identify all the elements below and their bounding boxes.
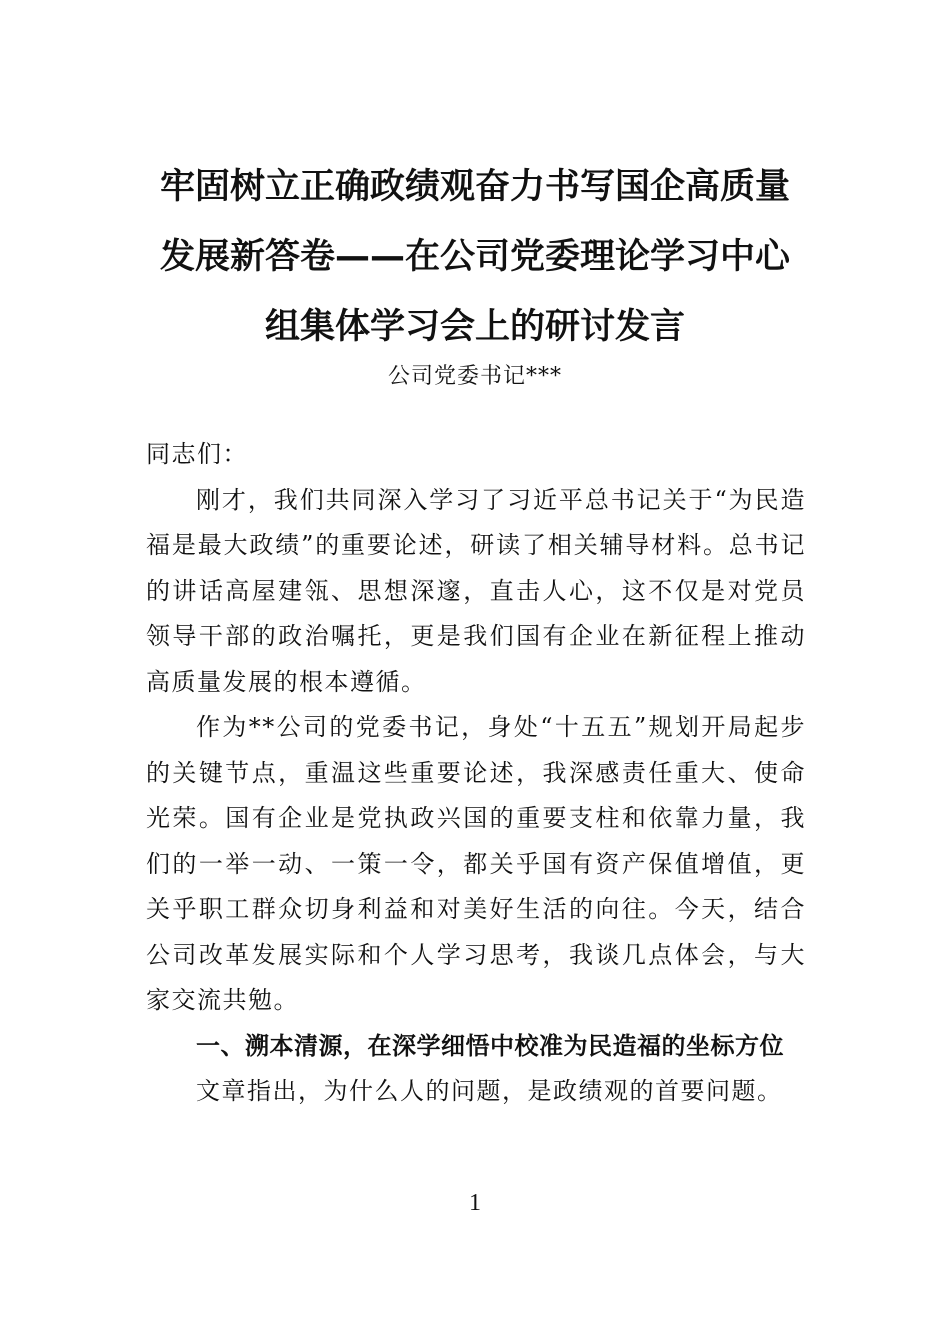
title-line-1: 牢固树立正确政绩观奋力书写国企高质量 xyxy=(159,167,790,207)
section-heading: 一、溯本清源，在深学细悟中校准为民造福的坐标方位 xyxy=(196,1031,784,1060)
paragraph-2: 作为**公司的党委书记，身处“十五五”规划开局起步的关键节点，重温这些重要论述，我深感责任重大、使命光荣。国有企业是党执政兴国的重要支柱和依靠力量，我们的一举一动、一策一令，都关乎国有资产保值增值，更关乎职工群众切身利益和对美好生活的向往。今天，结合公司改革发展实际和个人学习思考，我谈几点体会，与大家交流共勉。 xyxy=(146,713,806,1014)
title-line-3: 组集体学习会上的研讨发言 xyxy=(264,307,685,347)
salutation: 同志们： xyxy=(146,440,248,468)
title-line-2: 发展新答卷——在公司党委理论学习中心 xyxy=(159,237,790,277)
author-line: 公司党委书记*** xyxy=(387,364,562,389)
page-number: 1 xyxy=(469,1190,481,1216)
paragraph-3: 文章指出，为什么人的问题，是政绩观的首要问题。 xyxy=(196,1077,783,1105)
document-body xyxy=(146,432,806,1115)
paragraph-1: 刚才，我们共同深入学习了习近平总书记关于“为民造福是最大政绩”的重要论述，研读了相关辅导材料。总书记的讲话高屋建瓴、思想深邃，直击人心，这不仅是对党员领导干部的政治嘱托，更是我们国有企业在新征程上推动高质量发展的根本遵循。 xyxy=(146,485,806,696)
document-title xyxy=(140,152,810,362)
